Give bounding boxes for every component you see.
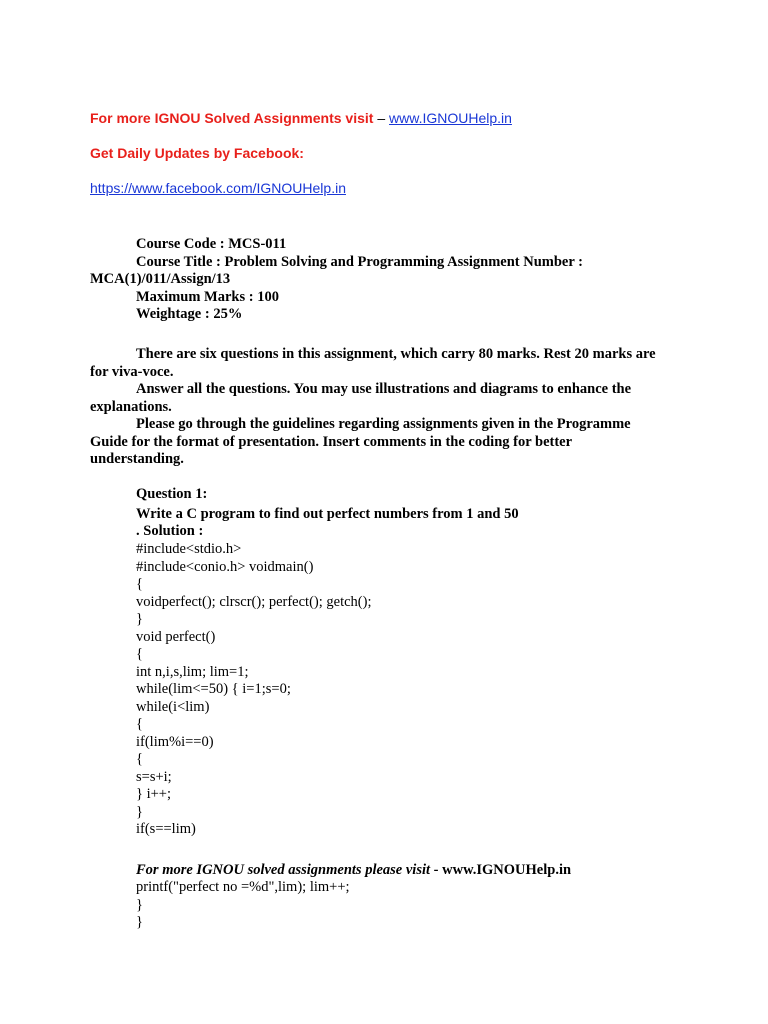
facebook-link[interactable]: https://www.facebook.com/IGNOUHelp.in [90, 180, 346, 196]
code-line: #include<stdio.h> [136, 541, 242, 557]
code-line: while(i<lim) [136, 698, 210, 715]
question-text: Write a C program to find out perfect numbers from 1 and 50 [136, 505, 519, 522]
instruction-paragraph: Answer all the questions. You may use illustrations and diagrams to enhance the explanations. [90, 381, 632, 415]
code-line: printf("perfect no =%d",lim); lim++; [136, 879, 350, 895]
code-line: if(s==lim) [136, 821, 196, 837]
footer-promo-text: For more IGNOU solved assignments please visit [136, 862, 431, 878]
code-line: int n,i,s,lim; lim=1; [136, 663, 249, 680]
instruction-paragraph: Please go through the guidelines regarding assignments given in the Programme Guide for the format of presentation. Insert comments in the coding for better understanding. [90, 416, 631, 467]
footer-promo-separator: - [430, 862, 443, 878]
footer-promo-site: www.IGNOUHelp.in [442, 862, 572, 878]
solution-label: . Solution : [136, 523, 204, 539]
instructions [90, 346, 660, 469]
code-listing-continued [90, 879, 690, 932]
course-title: Course Title : Problem Solving and Programming Assignment Number : [136, 253, 583, 270]
code-line: { [136, 576, 143, 592]
instruction-paragraph: There are six questions in this assignment, which carry 80 marks. Rest 20 marks are for viva-voce. [90, 346, 656, 380]
site-link[interactable]: www.IGNOUHelp.in [389, 110, 512, 126]
assignment-number: MCA(1)/011/Assign/13 [90, 271, 231, 287]
code-line: } i++; [136, 786, 171, 802]
promo-visit-line [90, 109, 512, 127]
code-line: } [136, 803, 143, 820]
facebook-updates-line [90, 144, 304, 162]
max-marks: Maximum Marks : 100 [136, 288, 279, 305]
code-line: voidperfect(); clrscr(); perfect(); getch(); [136, 593, 372, 610]
code-line: if(lim%i==0) [136, 733, 214, 750]
code-line: s=s+i; [136, 768, 172, 785]
promo-dash: – [373, 110, 390, 126]
question-block [90, 486, 690, 541]
facebook-link-line [90, 179, 346, 197]
promo-visit-text: For more IGNOU Solved Assignments visit [90, 110, 374, 126]
code-line: { [136, 716, 143, 732]
code-line: } [136, 896, 143, 913]
code-line: { [136, 751, 143, 767]
facebook-updates-text: Get Daily Updates by Facebook: [90, 145, 304, 161]
code-line: #include<conio.h> voidmain() [136, 558, 314, 575]
course-code: Course Code : MCS-011 [136, 236, 287, 252]
code-line: { [136, 646, 143, 662]
question-heading: Question 1: [136, 486, 208, 502]
course-info [90, 236, 690, 324]
code-line: while(lim<=50) { i=1;s=0; [136, 681, 291, 697]
code-line: } [136, 611, 143, 627]
code-line: void perfect() [136, 628, 216, 645]
code-listing [90, 541, 690, 839]
footer-promo [136, 862, 571, 880]
weightage: Weightage : 25% [136, 306, 243, 322]
code-line: } [136, 914, 143, 930]
